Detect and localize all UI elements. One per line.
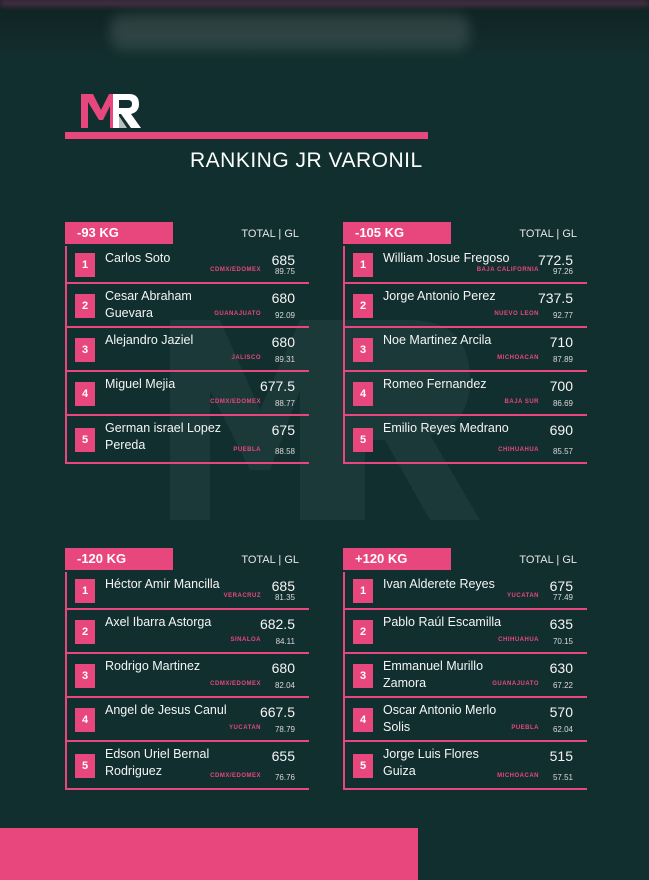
state-label: YUCATAN xyxy=(507,593,539,599)
weight-class-label: -105 KG xyxy=(343,222,451,244)
athlete-name: Pablo Raúl Escamilla xyxy=(383,615,502,629)
rank-badge: 4 xyxy=(353,708,373,732)
gl-value: 78.79 xyxy=(274,725,295,734)
gl-value: 88.77 xyxy=(274,399,295,408)
total-value: 515 xyxy=(549,748,573,764)
ranking-row xyxy=(65,698,309,742)
athlete-name: Alejandro Jaziel xyxy=(105,333,194,347)
rank-badge: 1 xyxy=(75,253,95,277)
ranking-row xyxy=(343,654,587,698)
rank-badge: 3 xyxy=(353,664,373,688)
ranking-row xyxy=(343,284,587,328)
state-label: CDMX/EDOMEX xyxy=(210,399,261,405)
ranking-row xyxy=(343,698,587,742)
ranking-row xyxy=(65,372,309,416)
athlete-name: Romeo Fernandez xyxy=(383,377,487,391)
gl-value: 57.51 xyxy=(552,773,573,782)
total-value: 630 xyxy=(549,660,573,676)
athlete-name: Cesar Abraham Guevara xyxy=(105,289,192,320)
gl-value: 81.35 xyxy=(274,593,295,602)
ranking-row xyxy=(343,328,587,372)
gl-value: 92.09 xyxy=(274,311,295,320)
weight-class-label: -120 KG xyxy=(65,548,173,570)
ranking-row xyxy=(65,416,309,464)
gl-value: 86.69 xyxy=(552,399,573,408)
total-value: 677.5 xyxy=(259,378,295,394)
blurred-header-area xyxy=(0,0,649,62)
rank-badge: 5 xyxy=(75,754,95,778)
total-gl-header: TOTAL | GL xyxy=(519,228,577,240)
ranking-row xyxy=(343,610,587,654)
total-value: 675 xyxy=(549,578,573,594)
athlete-name: Angel de Jesus Canul xyxy=(105,703,227,717)
gl-value: 84.11 xyxy=(275,637,295,646)
state-label: NUEVO LEON xyxy=(494,311,539,317)
weight-class-panel xyxy=(65,222,309,464)
gl-value: 87.89 xyxy=(552,355,573,364)
ranking-row xyxy=(343,416,587,464)
athlete-name: Jorge Antonio Perez xyxy=(383,289,496,303)
panel-header xyxy=(343,548,587,572)
rank-badge: 4 xyxy=(75,382,95,406)
total-value: 655 xyxy=(271,748,295,764)
rank-badge: 2 xyxy=(353,620,373,644)
athlete-name: Carlos Soto xyxy=(105,251,171,265)
gl-value: 89.75 xyxy=(274,267,295,276)
gl-value: 92.77 xyxy=(552,311,573,320)
gl-value: 82.04 xyxy=(274,681,295,690)
rank-badge: 5 xyxy=(75,428,95,452)
weight-class-label: +120 KG xyxy=(343,548,451,570)
state-label: CHIHUAHUA xyxy=(498,637,539,643)
title-underline xyxy=(65,132,428,139)
state-label: SINALOA xyxy=(230,637,261,643)
rank-badge: 1 xyxy=(353,253,373,277)
gl-value: 89.31 xyxy=(274,355,295,364)
total-value: 680 xyxy=(271,334,295,350)
state-label: CDMX/EDOMEX xyxy=(210,773,261,779)
rank-badge: 2 xyxy=(75,620,95,644)
weight-class-panel xyxy=(343,548,587,790)
total-value: 680 xyxy=(271,290,295,306)
state-label: PUEBLA xyxy=(511,725,539,731)
athlete-name: Rodrigo Martinez xyxy=(105,659,201,673)
ranking-row xyxy=(65,284,309,328)
ranking-row xyxy=(65,742,309,790)
state-label: CHIHUAHUA xyxy=(498,447,539,453)
total-value: 682.5 xyxy=(259,616,295,632)
gl-value: 62.04 xyxy=(552,725,573,734)
panel-header xyxy=(65,222,309,246)
gl-value: 70.15 xyxy=(552,637,573,646)
gl-value: 97.26 xyxy=(552,267,573,276)
panel-header xyxy=(343,222,587,246)
ranking-row xyxy=(65,246,309,284)
state-label: GUANAJUATO xyxy=(214,311,261,317)
blurred-strip xyxy=(0,0,649,6)
gl-value: 85.57 xyxy=(552,447,573,456)
athlete-name: Emilio Reyes Medrano xyxy=(383,421,509,435)
total-value: 685 xyxy=(271,578,295,594)
state-label: PUEBLA xyxy=(233,447,261,453)
athlete-name: Axel Ibarra Astorga xyxy=(105,615,212,629)
ranking-row xyxy=(65,654,309,698)
total-value: 675 xyxy=(271,422,295,438)
ranking-row xyxy=(65,572,309,610)
total-gl-header: TOTAL | GL xyxy=(519,554,577,566)
state-label: BAJA CALIFORNIA xyxy=(476,267,539,273)
bottom-accent-bar xyxy=(0,828,418,880)
rank-badge: 3 xyxy=(353,338,373,362)
total-value: 570 xyxy=(549,704,573,720)
total-value: 737.5 xyxy=(537,290,573,306)
panel-header xyxy=(65,548,309,572)
athlete-name: William Josue Fregoso xyxy=(383,251,510,265)
page-title: RANKING JR VARONIL xyxy=(190,149,423,172)
total-value: 635 xyxy=(549,616,573,632)
state-label: MICHOACAN xyxy=(497,355,539,361)
blurred-overlay xyxy=(110,14,470,50)
athlete-name: Jorge Luis Flores Guiza xyxy=(383,747,479,778)
state-label: YUCATAN xyxy=(229,725,261,731)
rank-badge: 4 xyxy=(75,708,95,732)
total-value: 772.5 xyxy=(537,252,573,268)
total-value: 680 xyxy=(271,660,295,676)
ranking-row xyxy=(343,742,587,790)
state-label: CDMX/EDOMEX xyxy=(210,681,261,687)
weight-class-panel xyxy=(65,548,309,790)
athlete-name: Oscar Antonio Merlo Solis xyxy=(383,703,497,734)
mr-logo-icon xyxy=(79,88,143,130)
rank-badge: 3 xyxy=(75,664,95,688)
ranking-row xyxy=(343,246,587,284)
ranking-row xyxy=(343,572,587,610)
athlete-name: Héctor Amir Mancilla xyxy=(105,577,220,591)
gl-value: 67.22 xyxy=(552,681,573,690)
gl-value: 77.49 xyxy=(552,593,573,602)
athlete-name: Noe Martinez Arcila xyxy=(383,333,492,347)
rank-badge: 2 xyxy=(353,294,373,318)
rank-badge: 4 xyxy=(353,382,373,406)
weight-class-panel xyxy=(343,222,587,464)
total-value: 710 xyxy=(549,334,573,350)
athlete-name: Ivan Alderete Reyes xyxy=(383,577,495,591)
weight-class-label: -93 KG xyxy=(65,222,173,244)
total-gl-header: TOTAL | GL xyxy=(241,554,299,566)
state-label: BAJA SUR xyxy=(504,399,539,405)
state-label: CDMX/EDOMEX xyxy=(210,267,261,273)
total-value: 700 xyxy=(549,378,573,394)
athlete-name: Miguel Mejia xyxy=(105,377,176,391)
ranking-row xyxy=(65,328,309,372)
rank-badge: 1 xyxy=(75,579,95,603)
gl-value: 76.76 xyxy=(274,773,295,782)
athlete-name: Emmanuel Murillo Zamora xyxy=(383,659,484,690)
rank-badge: 3 xyxy=(75,338,95,362)
ranking-row xyxy=(343,372,587,416)
athlete-name: Edson Uriel Bernal Rodriguez xyxy=(105,747,210,778)
rank-badge: 5 xyxy=(353,428,373,452)
state-label: MICHOACAN xyxy=(497,773,539,779)
gl-value: 88.58 xyxy=(274,447,295,456)
ranking-row xyxy=(65,610,309,654)
total-value: 690 xyxy=(549,422,573,438)
athlete-name: German israel Lopez Pereda xyxy=(105,421,222,452)
total-value: 685 xyxy=(271,252,295,268)
rank-badge: 1 xyxy=(353,579,373,603)
total-gl-header: TOTAL | GL xyxy=(241,228,299,240)
state-label: VERACRUZ xyxy=(223,593,261,599)
state-label: JALISCO xyxy=(231,355,261,361)
rank-badge: 5 xyxy=(353,754,373,778)
rank-badge: 2 xyxy=(75,294,95,318)
total-value: 667.5 xyxy=(259,704,295,720)
state-label: GUANAJUATO xyxy=(492,681,539,687)
